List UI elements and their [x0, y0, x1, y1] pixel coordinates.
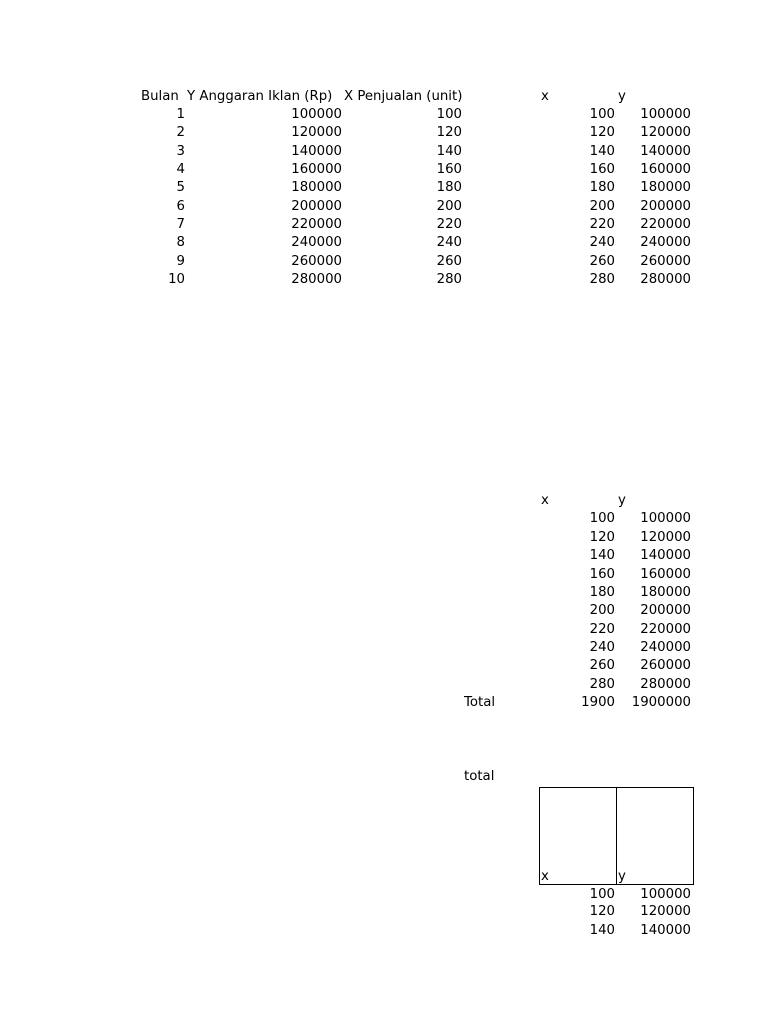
- table1-cell-penjualan: 220: [436, 217, 462, 232]
- table1-cell-bulan: 5: [176, 180, 185, 195]
- table1-cell-bulan: 2: [176, 125, 185, 140]
- table3-cell-y: 180000: [640, 585, 691, 600]
- header-bulan: Bulan: [141, 89, 179, 104]
- table3-cell-x: 220: [589, 622, 615, 637]
- table1-cell-bulan: 6: [176, 199, 185, 214]
- table1-cell-anggaran: 100000: [291, 107, 342, 122]
- table1-cell-penjualan: 240: [436, 235, 462, 250]
- table3-total-x: 1900: [581, 695, 615, 710]
- table4-cell-y: 140000: [640, 923, 691, 938]
- table2-cell-x: 100: [589, 107, 615, 122]
- table3-cell-y: 100000: [640, 511, 691, 526]
- table2-cell-x: 180: [589, 180, 615, 195]
- table1-cell-bulan: 7: [176, 217, 185, 232]
- table1-cell-anggaran: 280000: [291, 272, 342, 287]
- table1-cell-penjualan: 160: [436, 162, 462, 177]
- table4-header-box-x: [539, 787, 617, 885]
- table3-cell-x: 140: [589, 548, 615, 563]
- header-anggaran: Y Anggaran Iklan (Rp): [187, 89, 333, 104]
- table1-cell-anggaran: 220000: [291, 217, 342, 232]
- table4-cell-y: 100000: [640, 887, 691, 902]
- table1-cell-bulan: 3: [176, 144, 185, 159]
- table4-cell-x: 100: [589, 887, 615, 902]
- table2-cell-x: 140: [589, 144, 615, 159]
- table4-header-y: y: [618, 869, 626, 884]
- table3-total-label: Total: [464, 695, 496, 710]
- table1-cell-anggaran: 180000: [291, 180, 342, 195]
- table2-cell-x: 280: [589, 272, 615, 287]
- table3-cell-x: 200: [589, 603, 615, 618]
- table1-cell-penjualan: 120: [436, 125, 462, 140]
- table3-cell-y: 280000: [640, 677, 691, 692]
- table1-cell-penjualan: 280: [436, 272, 462, 287]
- table1-cell-bulan: 10: [168, 272, 185, 287]
- table3-cell-x: 160: [589, 567, 615, 582]
- table3-cell-x: 120: [589, 530, 615, 545]
- table3-cell-y: 140000: [640, 548, 691, 563]
- table4-cell-x: 120: [589, 904, 615, 919]
- table3-cell-y: 200000: [640, 603, 691, 618]
- table4-header-box-y: [616, 787, 694, 885]
- table1-cell-anggaran: 140000: [291, 144, 342, 159]
- table1-cell-penjualan: 100: [436, 107, 462, 122]
- table2-cell-y: 240000: [640, 235, 691, 250]
- table3-cell-x: 260: [589, 658, 615, 673]
- table2-header-y: y: [618, 89, 626, 104]
- table2-cell-y: 220000: [640, 217, 691, 232]
- table1-cell-bulan: 4: [176, 162, 185, 177]
- table4-cell-x: 140: [589, 923, 615, 938]
- table3-cell-x: 180: [589, 585, 615, 600]
- table3-cell-x: 280: [589, 677, 615, 692]
- table3-cell-y: 160000: [640, 567, 691, 582]
- table3-cell-x: 100: [589, 511, 615, 526]
- table2-cell-y: 140000: [640, 144, 691, 159]
- table3-total-y: 1900000: [631, 695, 691, 710]
- table3-cell-x: 240: [589, 640, 615, 655]
- table2-cell-x: 160: [589, 162, 615, 177]
- table2-cell-y: 260000: [640, 254, 691, 269]
- table2-cell-x: 240: [589, 235, 615, 250]
- table4-header-x: x: [541, 869, 549, 884]
- table2-cell-x: 260: [589, 254, 615, 269]
- table4-cell-y: 120000: [640, 904, 691, 919]
- table4-label: total: [464, 769, 495, 784]
- table1-cell-bulan: 9: [176, 254, 185, 269]
- table2-cell-x: 220: [589, 217, 615, 232]
- table3-cell-y: 240000: [640, 640, 691, 655]
- table3-cell-y: 220000: [640, 622, 691, 637]
- header-penjualan: X Penjualan (unit): [344, 89, 463, 104]
- table2-cell-x: 120: [589, 125, 615, 140]
- table1-cell-anggaran: 240000: [291, 235, 342, 250]
- table1-cell-anggaran: 200000: [291, 199, 342, 214]
- table3-cell-y: 260000: [640, 658, 691, 673]
- table2-cell-y: 100000: [640, 107, 691, 122]
- table1-cell-bulan: 1: [176, 107, 185, 122]
- table1-cell-penjualan: 140: [436, 144, 462, 159]
- table3-header-x: x: [541, 493, 549, 508]
- table2-cell-y: 120000: [640, 125, 691, 140]
- table3-cell-y: 120000: [640, 530, 691, 545]
- table2-header-x: x: [541, 89, 549, 104]
- table2-cell-x: 200: [589, 199, 615, 214]
- table1-cell-penjualan: 260: [436, 254, 462, 269]
- table1-cell-anggaran: 120000: [291, 125, 342, 140]
- table1-cell-anggaran: 260000: [291, 254, 342, 269]
- table2-cell-y: 160000: [640, 162, 691, 177]
- table1-cell-anggaran: 160000: [291, 162, 342, 177]
- table1-cell-bulan: 8: [176, 235, 185, 250]
- table2-cell-y: 180000: [640, 180, 691, 195]
- table1-cell-penjualan: 200: [436, 199, 462, 214]
- table2-cell-y: 200000: [640, 199, 691, 214]
- table1-cell-penjualan: 180: [436, 180, 462, 195]
- table2-cell-y: 280000: [640, 272, 691, 287]
- table3-header-y: y: [618, 493, 626, 508]
